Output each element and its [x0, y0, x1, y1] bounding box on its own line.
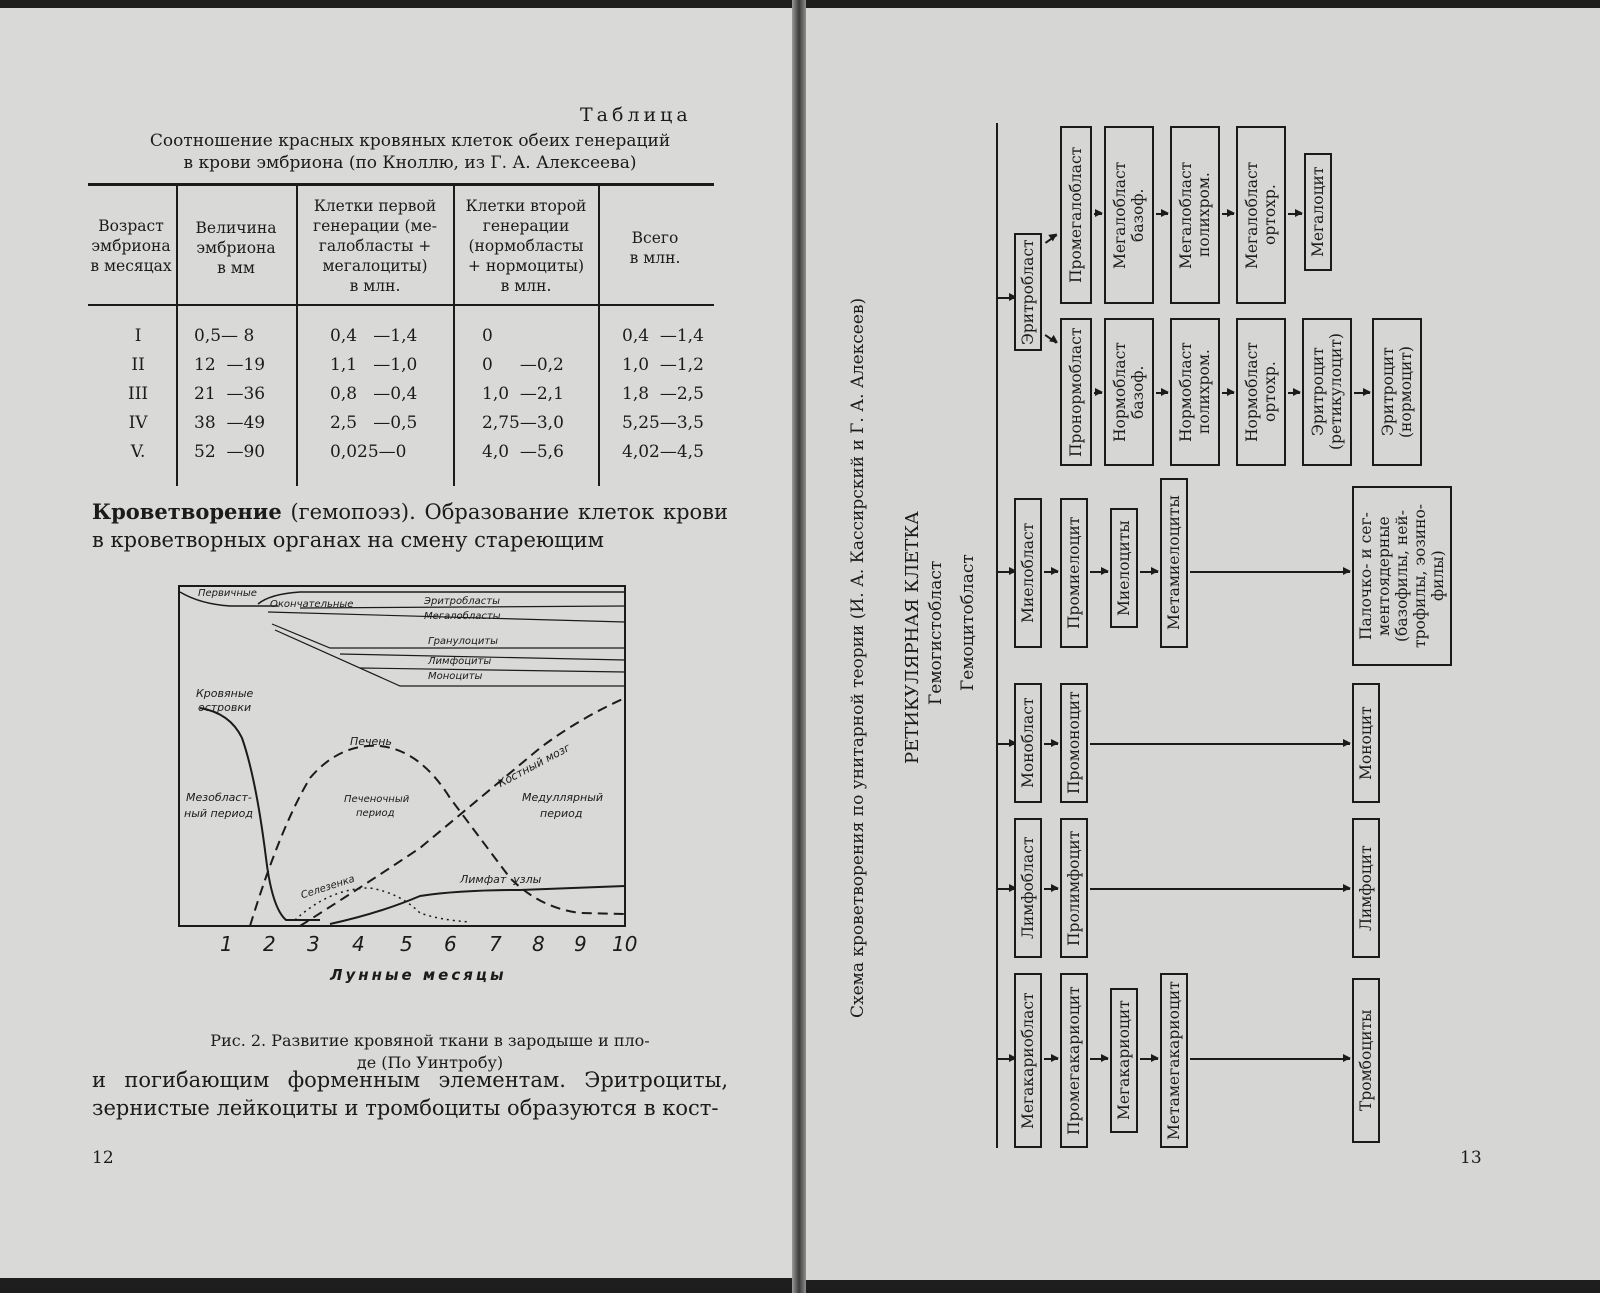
box-megakariocit: Мегакариоцит [1110, 988, 1138, 1133]
box-normoblast-polikhrom: Нормобласт полихром. [1170, 318, 1220, 466]
box-promegakariocit: Промегакариоцит [1060, 973, 1088, 1148]
arrow-megakarioblast-to-promegakariocit [1044, 1058, 1058, 1060]
label-pechen-period-2: период [356, 808, 395, 819]
arrow-promegakariocit-to-megakariocit [1090, 1058, 1108, 1060]
table-label: Таблица [580, 104, 692, 126]
x-tick-1: 1 [220, 932, 233, 956]
label-pechen-period-1: Печеночный [344, 794, 410, 805]
header-total: Всего в млн. [629, 229, 681, 267]
arrow-limfoblast-to-prolimfocit [1044, 888, 1058, 890]
right-page [806, 8, 1600, 1280]
header-gen2: Клетки второй генерации (нормобласты + нормоциты) в млн. [465, 197, 587, 295]
box-promielocit: Промиелоцит [1060, 498, 1088, 648]
x-tick-7: 7 [489, 932, 502, 956]
label-pechen: Печень [350, 735, 392, 748]
box-eritrocit-normocit: Эритроцит (нормоцит) [1372, 318, 1422, 466]
label-limf-uzly: Лимфат узлы [460, 873, 542, 886]
paragraph-1-term: Кроветворение [92, 499, 282, 524]
label-okonchatelnye: Окончательные [270, 599, 354, 610]
label-kostnyi-mozg: Костный мозг [495, 740, 573, 791]
figure-hemopoiesis [0, 8, 792, 1008]
box-mieloblast: Миелобласт [1014, 498, 1042, 648]
arrow-normo-row-3 [1288, 392, 1300, 394]
arrow-eritro-to-promegalo [1045, 234, 1057, 243]
arrow-to-limfocit [1090, 888, 1350, 890]
arrow-normo-row-0 [1094, 392, 1102, 394]
arrow-megakariocit-to-metamegakariocit [1140, 1058, 1158, 1060]
page-number-right: 13 [1460, 1148, 1482, 1168]
figure-graph [0, 8, 792, 1008]
label-medull-2: период [540, 807, 583, 820]
arrow-mieloblast-to-promielocit [1044, 571, 1058, 573]
scheme-level-2: Гемогистобласт [926, 560, 946, 706]
box-limfocit: Лимфоцит [1352, 818, 1380, 958]
label-mezoblast-2: ный период [184, 807, 253, 820]
paragraph-1-text: (гемопоэз). Образование клеток крови в кроветворных органах на смену стареющим [92, 500, 728, 552]
label-pervichnye: Первичные [198, 588, 257, 599]
table-title-line-2: в крови эмбриона (по Кноллю, из Г. А. Алексеева) [183, 153, 637, 173]
label-monocyty: Моноциты [428, 671, 483, 682]
arrow-promielocit-to-mielocity [1090, 571, 1108, 573]
label-eritroblasty: Эритробласты [424, 596, 501, 607]
x-axis-label: Лунные месяцы [330, 966, 507, 984]
x-tick-2: 2 [263, 932, 276, 956]
box-mielocity: Миелоциты [1110, 508, 1138, 628]
page-number-left: 12 [92, 1148, 114, 1168]
band-monocyty [360, 668, 625, 672]
col-gen1-values: 0,4 —1,4 1,1 —1,0 0,8 —0,4 2,5 —0,5 0,025—0 [330, 326, 418, 462]
box-trombocity: Тромбоциты [1352, 978, 1380, 1143]
arrow-mega-row-3 [1288, 213, 1302, 215]
book-gutter [792, 0, 806, 1293]
scheme-level-3: Гемоцитобласт [958, 554, 978, 692]
label-medull-1: Медуллярный [522, 791, 604, 804]
box-promegaloblast: Промегалобласт [1060, 126, 1092, 304]
label-ostrovki: островки [198, 701, 252, 714]
paragraph-2: и погибающим форменным элементам. Эритроциты, зернистые лейкоциты и тромбоциты образуются в кост- [92, 1068, 728, 1120]
table-title-line-1: Соотношение красных кровяных клеток обеих генераций [149, 131, 671, 151]
box-normoblast-bazof: Нормобласт базоф. [1104, 318, 1154, 466]
x-tick-6: 6 [444, 932, 457, 956]
label-mezoblast-1: Мезобласт- [186, 791, 252, 804]
box-eritroblast: Эритробласт [1014, 233, 1042, 351]
col-age-values: I II III IV V. [128, 326, 149, 462]
box-promonocit: Промоноцит [1060, 683, 1088, 803]
label-selezenka: Селезенка [299, 873, 357, 902]
box-megaloblast-polikhrom: Мегалобласт полихром. [1170, 126, 1220, 304]
arrow-mielocity-to-metamielocity [1140, 571, 1158, 573]
box-metamegakariocit: Метамегакариоцит [1160, 973, 1188, 1148]
label-limfocyty: Лимфоциты [428, 656, 492, 667]
box-pronormoblast: Пронормобласт [1060, 318, 1092, 466]
box-metamielocity: Метамиелоциты [1160, 478, 1188, 648]
x-tick-5: 5 [400, 932, 413, 956]
arrow-to-segment [1190, 571, 1350, 573]
box-megalocit: Мегалоцит [1304, 153, 1332, 271]
label-krovyanye: Кровяные [196, 687, 254, 700]
box-monocit: Моноцит [1352, 683, 1380, 803]
arrow-mega-row-1 [1156, 213, 1168, 215]
arrow-to-trombocity [1190, 1058, 1350, 1060]
label-megaloblasty: Мегалобласты [424, 611, 501, 622]
scheme-root: РЕТИКУЛЯРНАЯ КЛЕТКА [902, 511, 923, 765]
label-granulocyty: Гранулоциты [428, 636, 499, 647]
box-palochko-segment: Палочко- и сег- ментоядерные (базофилы, ней- трофилы, эозино- филы) [1352, 486, 1452, 666]
x-tick-8: 8 [532, 932, 545, 956]
box-megakarioblast: Мегакариобласт [1014, 973, 1042, 1148]
caption-line-2: де (По Уинтробу) [356, 1053, 504, 1072]
arrow-normo-row-1 [1156, 392, 1168, 394]
box-monoblast: Монобласт [1014, 683, 1042, 803]
box-prolimfocit: Пролимфоцит [1060, 818, 1088, 958]
col-total-values: 0,4 —1,4 1,0 —1,2 1,8 —2,5 5,25—3,5 4,02—4,5 [622, 326, 704, 462]
arrow-to-monocit [1090, 743, 1350, 745]
scheme-title: Схема кроветворения по унитарной теории (И. А. Кассирский и Г. А. Алексеев) [848, 297, 868, 1019]
arrow-eritro-to-pronormo [1045, 334, 1057, 343]
scheme-trunk-line [996, 123, 998, 1148]
curve-lymph [330, 886, 625, 924]
caption-line-1: Рис. 2. Развитие кровяной ткани в зародыше и пло- [210, 1031, 650, 1050]
arrow-normo-row-2 [1222, 392, 1234, 394]
box-eritrocit-retikulocit: Эритроцит (ретикулоцит) [1302, 318, 1352, 466]
x-tick-9: 9 [574, 932, 587, 956]
x-tick-4: 4 [352, 932, 365, 956]
box-limfoblast: Лимфобласт [1014, 818, 1042, 958]
box-megaloblast-bazof: Мегалобласт базоф. [1104, 126, 1154, 304]
box-megaloblast-ortokhr: Мегалобласт ортохр. [1236, 126, 1286, 304]
header-size: Величина эмбриона в мм [195, 219, 277, 277]
col-size-values: 0,5— 8 12 —19 21 —36 38 —49 52 —90 [194, 326, 266, 462]
box-normoblast-ortokhr: Нормобласт ортохр. [1236, 318, 1286, 466]
x-tick-10: 10 [612, 932, 638, 956]
arrow-mega-row-2 [1222, 213, 1234, 215]
x-tick-3: 3 [307, 932, 320, 956]
header-gen1: Клетки первой генерации (ме- галобласты + мегалоциты) в млн. [312, 197, 438, 295]
left-page [0, 8, 792, 1278]
header-age: Возраст эмбриона в месяцах [90, 217, 172, 275]
col-gen2-values: 0 0 —0,2 1,0 —2,1 2,75—3,0 4,0 —5,6 [482, 326, 564, 462]
arrow-monoblast-to-promonocit [1044, 743, 1058, 745]
arrow-normo-row-4 [1354, 392, 1370, 394]
arrow-mega-row-0 [1094, 213, 1102, 215]
